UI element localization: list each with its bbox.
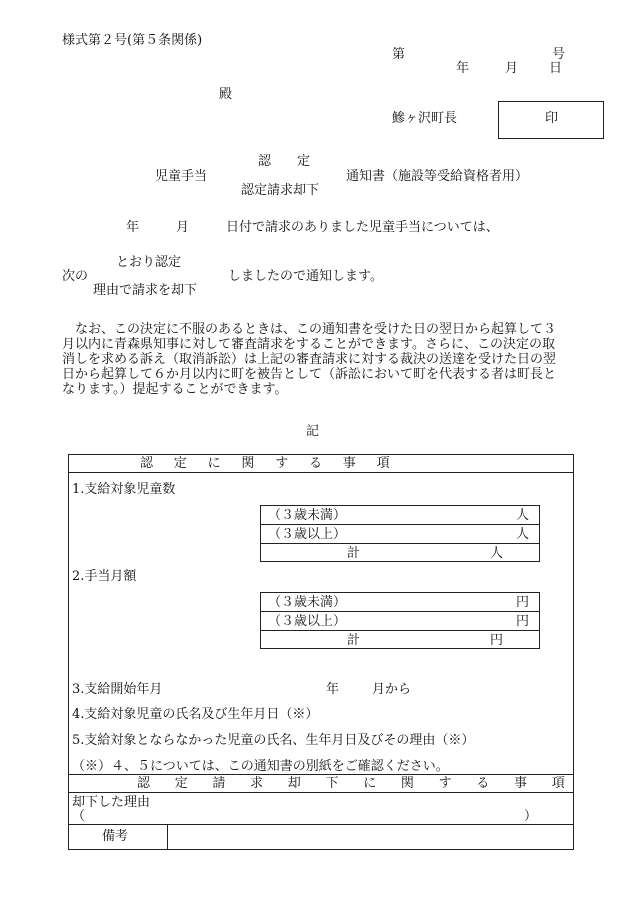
- remarks-label: 備考: [102, 829, 129, 844]
- attachment-note: （※）４、５については、この通知書の別紙をご確認ください。: [72, 759, 449, 774]
- date-line-year: 年: [126, 220, 140, 235]
- addressee-suffix: 殿: [219, 87, 233, 102]
- item1-label: 1.支給対象児童数: [72, 482, 176, 497]
- decision-prefix: 次の: [62, 269, 89, 284]
- start-month: 月から: [372, 682, 412, 697]
- amount-under3-label: （３歳未満）: [268, 595, 347, 610]
- table-divider: [260, 524, 540, 525]
- number-go: 号: [552, 47, 566, 62]
- amount-total-label: 計: [347, 633, 361, 648]
- table-divider: [260, 611, 540, 612]
- title-kyakka: 認定請求却下: [241, 183, 320, 198]
- amount-over3-unit: 円: [516, 614, 530, 629]
- ki-label: 記: [306, 424, 320, 439]
- amount-under3-unit: 円: [516, 595, 530, 610]
- decision-suffix: しましたので通知します。: [228, 269, 383, 284]
- count-over3-unit: 人: [516, 527, 530, 542]
- amount-over3-label: （３歳以上）: [268, 614, 347, 629]
- item2-label: 2.手当月額: [72, 569, 137, 584]
- count-under3-unit: 人: [516, 508, 530, 523]
- seal-label: 印: [545, 111, 559, 126]
- title-nintei: 認 定: [258, 154, 311, 169]
- date-month: 月: [505, 61, 519, 76]
- date-line-text: 日付で請求のありました児童手当については、: [226, 220, 499, 235]
- reason-paren-close: ）: [524, 809, 538, 824]
- date-day: 日: [549, 61, 563, 76]
- decision-option-reject: 理由で請求を却下: [93, 283, 198, 298]
- item3-label: 3.支給開始年月: [72, 682, 163, 697]
- item5-label: 5.支給対象とならなかった児童の氏名、生年月日及びその理由（※）: [72, 733, 475, 748]
- amount-total-unit: 円: [490, 633, 504, 648]
- table-divider: [68, 792, 574, 793]
- nintei-section-header: 認 定 に 関 す る 事 項: [140, 456, 394, 471]
- number-dai: 第: [392, 47, 406, 62]
- form-number: 様式第２号(第５条関係): [62, 33, 203, 48]
- table-divider: [260, 630, 540, 631]
- count-under3-label: （３歳未満）: [268, 508, 347, 523]
- item4-label: 4.支給対象児童の氏名及び生年月日（※）: [72, 707, 319, 722]
- count-total-unit: 人: [490, 546, 504, 561]
- decision-option-approve: とおり認定: [116, 255, 182, 270]
- rejection-reason-label: 却下した理由: [72, 795, 151, 810]
- date-line-month: 月: [176, 220, 190, 235]
- table-divider: [68, 472, 574, 473]
- kyakka-section-header: 認 定 請 求 却 下 に 関 す る 事 項: [137, 776, 571, 791]
- title-prefix: 児童手当: [155, 169, 208, 184]
- table-divider: [68, 774, 574, 775]
- appeal-notice: なお、この決定に不服のあるときは、この通知書を受けた日の翌日から起算して３月以内に青森県知事に対して審査請求をすることができます。さらに、この決定の取消しを求める訴え（取消訴訟）は上記の審査請求に対する裁決の送達を受けた日の翌日から起算して６か月以内に町を被告として（訴訟において町を代表する者は町長となります。）提起することができます。: [62, 322, 557, 397]
- issuer-name: 鰺ヶ沢町長: [392, 111, 458, 126]
- date-year: 年: [456, 61, 470, 76]
- count-over3-label: （３歳以上）: [268, 527, 347, 542]
- start-year: 年: [326, 682, 340, 697]
- table-divider: [68, 824, 574, 825]
- table-divider: [167, 824, 168, 850]
- count-total-label: 計: [347, 546, 361, 561]
- reason-paren-open: （: [72, 809, 86, 824]
- title-suffix: 通知書（施設等受給資格者用）: [346, 169, 529, 184]
- table-divider: [260, 543, 540, 544]
